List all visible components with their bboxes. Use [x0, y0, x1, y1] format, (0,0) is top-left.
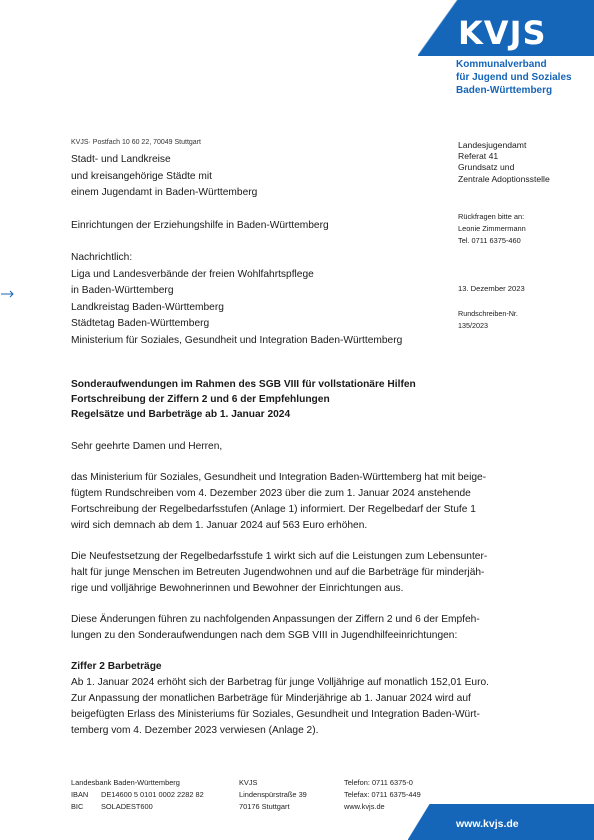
- department-line: Grundsatz und: [458, 162, 515, 173]
- recipient-line: und kreisangehörige Städte mit: [71, 170, 213, 182]
- department-line: Landesjugendamt: [458, 140, 527, 150]
- body-line: Diese Änderungen führen zu nachfolgenden Anpassungen der Ziffern 2 und 6 der Empfeh-: [71, 614, 480, 625]
- recipient-line: Landkreistag Baden-Württemberg: [71, 301, 224, 313]
- bic-label: BIC: [71, 802, 84, 811]
- contact-line: Leonie Zimmermann: [458, 224, 526, 233]
- letter-body: [71, 439, 531, 739]
- circular-number: 135/2023: [458, 321, 488, 330]
- footer-bank: [71, 777, 204, 813]
- bic-value: SOLADEST600: [101, 802, 153, 811]
- department-line: Zentrale Adoptionsstelle: [458, 173, 550, 184]
- body-line: Ab 1. Januar 2024 erhöht sich der Barbetrag für junge Volljährige auf monatlich 152,01 Euro.: [71, 677, 489, 688]
- iban-value: DE14600 5 0101 0002 2282 82: [101, 790, 204, 799]
- recipient-line: einem Jugendamt in Baden-Württemberg: [71, 187, 258, 198]
- logo-sub-line: Kommunalverband: [456, 59, 547, 70]
- letter-date: 13. Dezember 2023: [458, 284, 525, 293]
- recipient-line: Liga und Landesverbände der freien Wohlfahrtspflege: [71, 268, 314, 280]
- paragraph: [71, 549, 531, 597]
- recipient-line: Ministerium für Soziales, Gesundheit und Integration Baden-Württemberg: [71, 334, 403, 346]
- subject-line: Sonderaufwendungen im Rahmen des SGB VIII für vollstationäre Hilfen: [71, 379, 416, 390]
- footer-address: [239, 777, 307, 813]
- web-link[interactable]: www.kvjs.de: [456, 818, 519, 830]
- department-block: [458, 140, 550, 185]
- body-line: Die Neufestsetzung der Regelbedarfsstufe 1 wirkt sich auf die Leistungen zum Lebensunter-: [71, 551, 488, 562]
- address-line: Lindenspürstraße 39: [239, 790, 307, 799]
- body-line: das Ministerium für Soziales, Gesundheit und Integration Baden-Württemberg hat mit beige-: [71, 472, 487, 483]
- recipient-line: in Baden-Württemberg: [71, 285, 174, 296]
- contact-phone: Telefon: 0711 6375-0: [344, 778, 413, 787]
- department-line: Referat 41: [458, 151, 499, 162]
- circular-number-block: [458, 308, 518, 332]
- body-line: Fortschreibung der Regelbedarfsstufen (Anlage 1) informiert. Der Regelbedarf der Stufe 1: [71, 504, 476, 515]
- body-line: temberg vom 4. Dezember 2023 verwiesen (Anlage 2).: [71, 725, 319, 736]
- recipient-line: Städtetag Baden-Württemberg: [71, 318, 210, 329]
- body-line: rige und volljährige Bewohnerinnen und Bewohner der Einrichtungen aus.: [71, 583, 404, 594]
- logo-sub-line: Baden-Württemberg: [456, 85, 553, 96]
- logo-text: KVJS: [458, 14, 547, 52]
- section-heading: Ziffer 2 Barbeträge: [71, 661, 162, 672]
- body-line: Zur Anpassung der monatlichen Barbeträge für Minderjährige ab 1. Januar 2024 wird auf: [71, 693, 471, 704]
- paragraph: [71, 612, 531, 644]
- iban-label: IBAN: [71, 790, 89, 799]
- address-line: 70176 Stuttgart: [239, 802, 290, 811]
- recipient-line: Stadt- und Landkreise: [71, 154, 171, 165]
- contact-line: Rückfragen bitte an:: [458, 212, 525, 221]
- fold-mark-arrow-icon: [0, 289, 16, 299]
- subject-line: Regelsätze und Barbeträge ab 1. Januar 2024: [71, 409, 291, 420]
- iban-row: [71, 789, 204, 801]
- recipient-line: Einrichtungen der Erziehungshilfe in Baden-Württemberg: [71, 219, 329, 231]
- subject-block: [71, 377, 416, 422]
- contact-block: [458, 211, 526, 247]
- paragraph: [71, 470, 531, 534]
- subject-line: Fortschreibung der Ziffern 2 und 6 der Empfehlungen: [71, 394, 330, 405]
- logo-sub-line: für Jugend und Soziales: [456, 72, 572, 83]
- body-line: beigefügten Erlass des Ministeriums für Soziales, Gesundheit und Integration Baden-Würt-: [71, 709, 480, 720]
- body-line: lungen zu den Sonderaufwendungen nach dem SGB VIII in Jugendhilfeeinrichtungen:: [71, 630, 458, 641]
- body-line: wird sich demnach ab dem 1. Januar 2024 auf 563 Euro erhöhen.: [71, 520, 368, 531]
- bic-row: [71, 801, 204, 813]
- address-line: KVJS: [239, 778, 258, 787]
- body-line: fügtem Rundschreiben vom 4. Dezember 2023 über die zum 1. Januar 2024 anstehende: [71, 488, 471, 499]
- contact-line: Tel. 0711 6375-460: [458, 236, 521, 245]
- recipient-block: [71, 152, 402, 349]
- paragraph: [71, 659, 531, 739]
- circular-label: Rundschreiben-Nr.: [458, 309, 518, 318]
- recipient-line: Nachrichtlich:: [71, 252, 133, 263]
- salutation: Sehr geehrte Damen und Herren,: [71, 441, 223, 452]
- body-line: halt für junge Menschen im Betreuten Jugendwohnen und auf die Barbeträge für minderjäh-: [71, 567, 485, 578]
- logo-subtitle: [456, 58, 572, 97]
- bank-name: Landesbank Baden-Württemberg: [71, 778, 180, 787]
- sender-line: KVJS· Postfach 10 60 22, 70049 Stuttgart: [71, 139, 201, 146]
- contact-web: www.kvjs.de: [344, 802, 385, 811]
- contact-fax: Telefax: 0711 6375-449: [344, 790, 421, 799]
